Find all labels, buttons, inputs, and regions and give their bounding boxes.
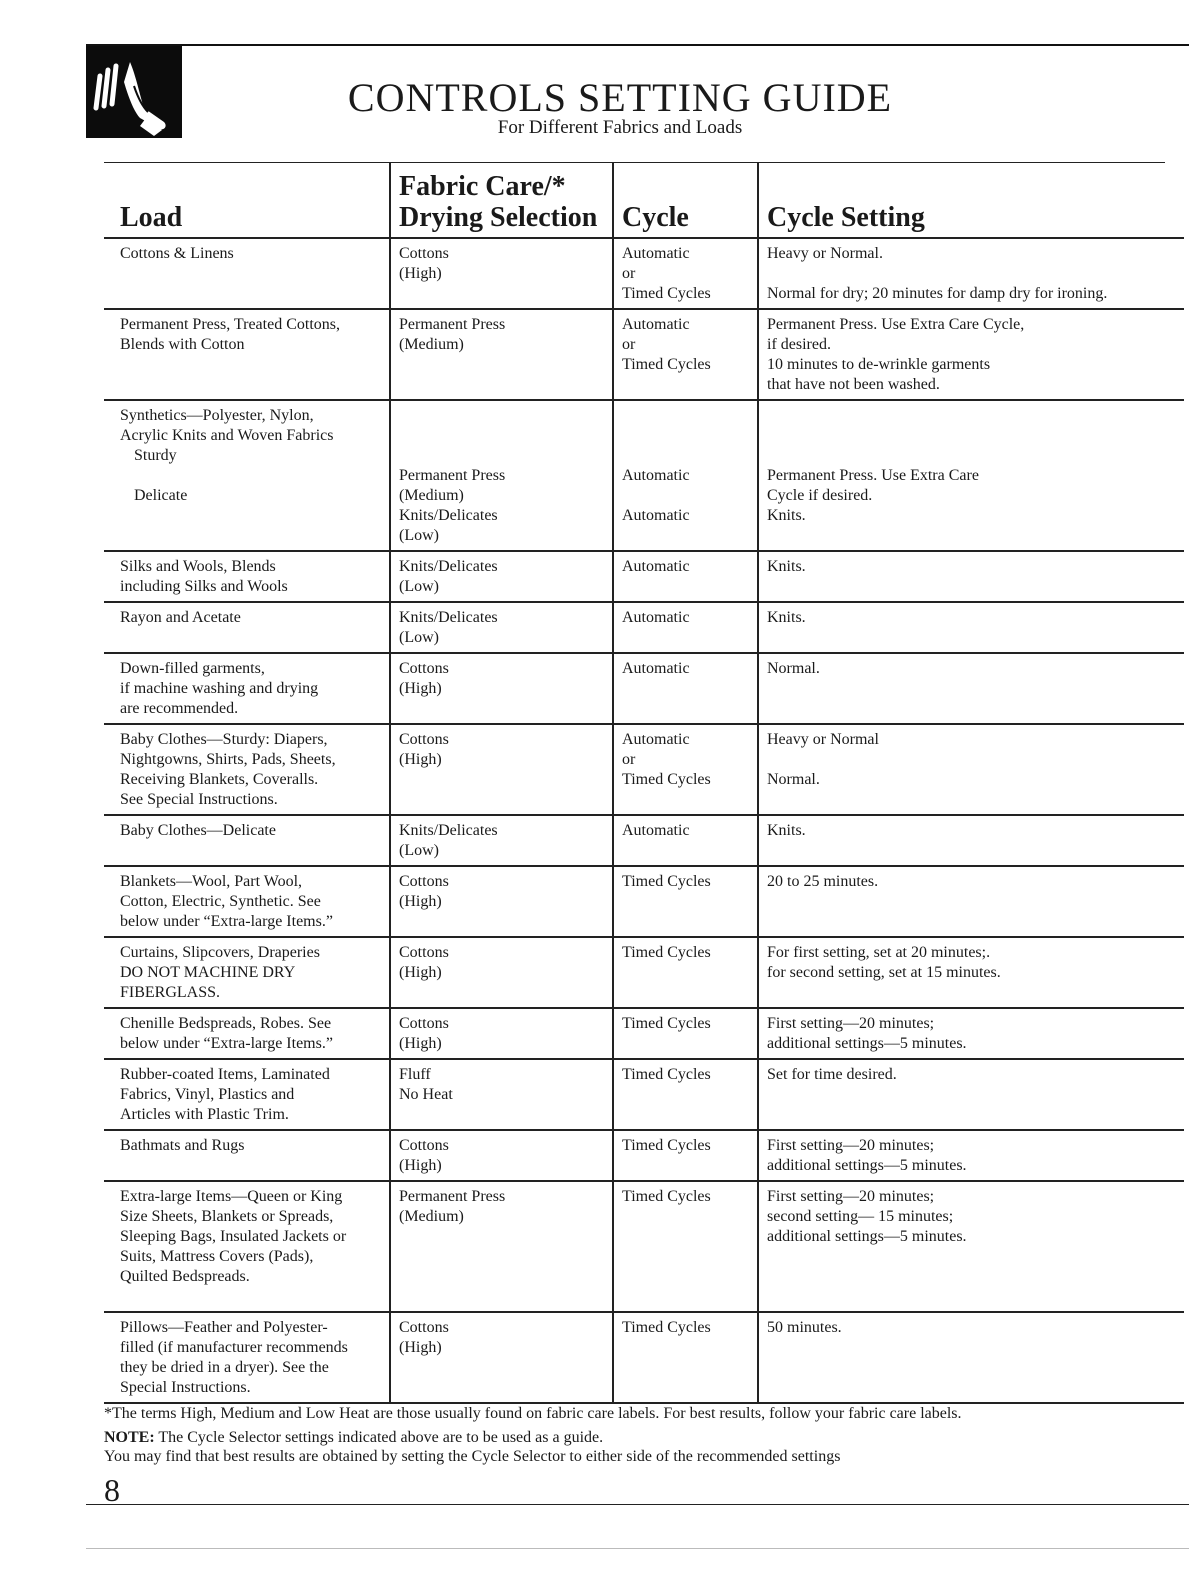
cycle-setting-cell <box>758 1059 1184 1130</box>
table-row <box>104 815 1184 866</box>
load-cell-line: Blends with Cotton <box>120 336 245 353</box>
fabric-care-cell-line: Permanent Press <box>399 1188 506 1205</box>
fabric-care-cell-line: (Medium) <box>399 1208 464 1225</box>
fabric-care-cell-line: Knits/Delicates <box>399 507 498 524</box>
load-cell-line: below under “Extra-large Items.” <box>120 913 333 930</box>
fabric-care-cell-line: Cottons <box>399 245 449 262</box>
fabric-care-cell-line: Cottons <box>399 1319 449 1336</box>
cycle-setting-cell <box>758 238 1184 309</box>
note-label: NOTE: <box>104 1429 155 1446</box>
table-body <box>104 238 1184 1403</box>
cycle-setting-cell-line <box>767 446 1184 466</box>
cycle-cell-line: Timed Cycles <box>622 285 711 302</box>
cycle-cell-line: Automatic <box>622 822 690 839</box>
table-row <box>104 1059 1184 1130</box>
cycle-setting-cell-line: Set for time desired. <box>767 1066 897 1083</box>
cycle-setting-cell-line: 10 minutes to de-wrinkle garments <box>767 356 991 373</box>
cycle-cell <box>613 724 758 815</box>
load-cell-line: Cottons & Linens <box>120 245 234 262</box>
fabric-care-cell <box>390 724 613 815</box>
cycle-setting-cell <box>758 937 1184 1008</box>
load-cell-line: Receiving Blankets, Coveralls. <box>120 771 319 788</box>
load-cell-line: Quilted Bedspreads. <box>120 1268 250 1285</box>
cycle-setting-cell-line: second setting— 15 minutes; <box>767 1208 954 1225</box>
cycle-cell-line: Automatic <box>622 467 690 484</box>
load-cell <box>104 724 390 815</box>
load-cell-line: Sturdy <box>134 447 177 464</box>
cycle-setting-cell-line: Knits. <box>767 507 806 524</box>
load-cell-line: Nightgowns, Shirts, Pads, Sheets, <box>120 751 336 768</box>
cycle-setting-cell-line: 20 to 25 minutes. <box>767 873 879 890</box>
load-cell-line: Pillows—Feather and Polyester- <box>120 1319 328 1336</box>
load-cell-line: Size Sheets, Blankets or Spreads, <box>120 1208 334 1225</box>
table-row <box>104 1130 1184 1181</box>
fabric-care-cell-line: Cottons <box>399 660 449 677</box>
cycle-setting-cell-line: additional settings—5 minutes. <box>767 1157 967 1174</box>
fabric-care-cell-line <box>399 406 612 426</box>
cycle-setting-cell-line: First setting—20 minutes; <box>767 1015 935 1032</box>
fabric-care-cell-line: (High) <box>399 964 442 981</box>
cycle-cell <box>613 551 758 602</box>
fabric-care-cell-line <box>399 426 612 446</box>
fabric-care-cell-line: (High) <box>399 1339 442 1356</box>
fabric-care-cell-line: Cottons <box>399 731 449 748</box>
note-text: The Cycle Selector settings indicated above are to be used as a guide. <box>154 1429 604 1446</box>
load-cell-line: Extra-large Items—Queen or King <box>120 1188 343 1205</box>
footnote-note-2: You may find that best results are obtained by setting the Cycle Selector to either side of the recommended settings <box>104 1448 841 1465</box>
load-cell <box>104 238 390 309</box>
cycle-cell-line: Timed Cycles <box>622 356 711 373</box>
cycle-setting-cell <box>758 866 1184 937</box>
load-cell-line: including Silks and Wools <box>120 578 288 595</box>
cycle-setting-cell-line: Normal. <box>767 660 820 677</box>
fabric-care-cell-line: (Low) <box>399 842 439 859</box>
cycle-cell <box>613 866 758 937</box>
fabric-header-line: Drying Selection <box>399 202 598 233</box>
load-cell <box>104 602 390 653</box>
table-row <box>104 1312 1184 1403</box>
table-row <box>104 551 1184 602</box>
fabric-care-cell <box>390 400 613 551</box>
cycle-cell-line <box>622 406 757 426</box>
cycle-setting-cell-line: Normal. <box>767 771 820 788</box>
fabric-care-cell-line: (High) <box>399 751 442 768</box>
load-cell-line <box>120 466 389 486</box>
cycle-cell-line: Automatic <box>622 731 690 748</box>
load-cell <box>104 1059 390 1130</box>
column-header-cycle: Cycle <box>613 163 758 238</box>
controls-setting-table <box>104 163 1184 1404</box>
cycle-cell-line: Automatic <box>622 609 690 626</box>
cycle-cell <box>613 815 758 866</box>
footnote-note <box>104 1428 1184 1448</box>
fabric-care-cell-line: Cottons <box>399 1137 449 1154</box>
cycle-cell-line: Timed Cycles <box>622 944 711 961</box>
fabric-care-cell-line: Fluff <box>399 1066 431 1083</box>
load-cell <box>104 1181 390 1312</box>
load-cell-line: Rubber-coated Items, Laminated <box>120 1066 330 1083</box>
fabric-care-cell <box>390 653 613 724</box>
fabric-care-cell-line: (High) <box>399 1035 442 1052</box>
cycle-setting-cell-line: Knits. <box>767 558 806 575</box>
fabric-care-cell <box>390 1130 613 1181</box>
load-cell-line: Curtains, Slipcovers, Draperies <box>120 944 320 961</box>
fabric-header-line: Fabric Care/* <box>399 171 566 202</box>
cycle-cell <box>613 1181 758 1312</box>
fabric-care-cell <box>390 1059 613 1130</box>
cycle-cell-line: Timed Cycles <box>622 1137 711 1154</box>
load-cell-line: FIBERGLASS. <box>120 984 221 1001</box>
table-row <box>104 1008 1184 1059</box>
cycle-setting-cell-line: 50 minutes. <box>767 1319 842 1336</box>
cycle-cell-line: Automatic <box>622 660 690 677</box>
fabric-care-cell <box>390 1181 613 1312</box>
cycle-cell-line: Timed Cycles <box>622 1015 711 1032</box>
fabric-care-cell <box>390 602 613 653</box>
fabric-care-cell-line: (High) <box>399 893 442 910</box>
cycle-cell <box>613 1130 758 1181</box>
cycle-setting-cell-line: Permanent Press. Use Extra Care Cycle, <box>767 316 1025 333</box>
cycle-setting-cell-line: Heavy or Normal <box>767 731 879 748</box>
fabric-care-cell <box>390 1312 613 1403</box>
fabric-care-cell-line: Knits/Delicates <box>399 609 498 626</box>
cycle-cell <box>613 1008 758 1059</box>
table-row <box>104 1181 1184 1312</box>
load-cell-line: Down-filled garments, <box>120 660 265 677</box>
load-cell <box>104 551 390 602</box>
bottom-rule <box>86 1504 1189 1505</box>
table-row <box>104 724 1184 815</box>
page-title: CONTROLS SETTING GUIDE <box>347 75 893 120</box>
fabric-care-cell-line: Knits/Delicates <box>399 822 498 839</box>
table-row <box>104 238 1184 309</box>
cycle-cell-line <box>622 486 757 506</box>
cycle-cell <box>613 602 758 653</box>
cycle-setting-cell-line: Heavy or Normal. <box>767 245 883 262</box>
cycle-cell-line: Timed Cycles <box>622 1319 711 1336</box>
load-cell-line: Suits, Mattress Covers (Pads), <box>120 1248 314 1265</box>
cycle-setting-cell <box>758 1008 1184 1059</box>
fabric-care-cell-line: Knits/Delicates <box>399 558 498 575</box>
column-header-cycle-setting: Cycle Setting <box>758 163 1184 238</box>
fabric-care-cell-line: No Heat <box>399 1086 453 1103</box>
cycle-cell <box>613 653 758 724</box>
cycle-setting-cell-line <box>767 264 1184 284</box>
fabric-care-cell-line: Cottons <box>399 873 449 890</box>
cycle-setting-cell-line: For first setting, set at 20 minutes;. <box>767 944 991 961</box>
cycle-cell <box>613 937 758 1008</box>
fabric-care-cell-line <box>399 446 612 466</box>
fabric-care-cell-line: Permanent Press <box>399 467 506 484</box>
load-cell-line: Synthetics—Polyester, Nylon, <box>120 407 314 424</box>
cycle-setting-cell-line: if desired. <box>767 336 831 353</box>
cycle-cell-line: Timed Cycles <box>622 873 711 890</box>
fabric-care-cell-line: (Medium) <box>399 487 464 504</box>
column-header-load: Load <box>104 163 390 238</box>
load-cell-line: See Special Instructions. <box>120 791 278 808</box>
cycle-cell <box>613 1312 758 1403</box>
load-cell-line: Blankets—Wool, Part Wool, <box>120 873 303 890</box>
cycle-cell <box>613 400 758 551</box>
cycle-setting-cell-line: Cycle if desired. <box>767 487 873 504</box>
table-row <box>104 653 1184 724</box>
load-cell-line: Acrylic Knits and Woven Fabrics <box>120 427 334 444</box>
cycle-cell-line: Automatic <box>622 558 690 575</box>
cycle-setting-cell-line: additional settings—5 minutes. <box>767 1035 967 1052</box>
load-cell-line: Delicate <box>134 487 188 504</box>
cycle-setting-cell <box>758 653 1184 724</box>
page-number: 8 <box>104 1472 120 1508</box>
fabric-care-cell-line: (Low) <box>399 578 439 595</box>
load-cell <box>104 653 390 724</box>
fabric-care-cell-line: (High) <box>399 1157 442 1174</box>
cycle-setting-cell-line: Normal for dry; 20 minutes for damp dry for ironing. <box>767 285 1108 302</box>
cycle-cell <box>613 238 758 309</box>
load-cell <box>104 1130 390 1181</box>
load-cell-line: filled (if manufacturer recommends <box>120 1339 348 1356</box>
load-cell-line: Baby Clothes—Delicate <box>120 822 276 839</box>
table-row <box>104 400 1184 551</box>
cycle-cell-line: Timed Cycles <box>622 1066 711 1083</box>
footer-faint-rule <box>86 1548 1189 1549</box>
table-row <box>104 937 1184 1008</box>
load-cell-line: DO NOT MACHINE DRY <box>120 964 296 981</box>
fabric-care-cell <box>390 1008 613 1059</box>
cycle-setting-cell <box>758 815 1184 866</box>
fabric-care-cell <box>390 238 613 309</box>
cycle-setting-cell-line: Knits. <box>767 822 806 839</box>
fabric-care-cell-line: Permanent Press <box>399 316 506 333</box>
cycle-cell-line: Timed Cycles <box>622 771 711 788</box>
cycle-setting-cell <box>758 1312 1184 1403</box>
load-cell <box>104 309 390 400</box>
cycle-cell-line: Automatic <box>622 507 690 524</box>
top-rule <box>86 44 1189 46</box>
cycle-cell <box>613 1059 758 1130</box>
cycle-setting-cell-line: additional settings—5 minutes. <box>767 1228 967 1245</box>
cycle-setting-cell <box>758 309 1184 400</box>
table-header-row <box>104 163 1184 238</box>
load-cell-line: below under “Extra-large Items.” <box>120 1035 333 1052</box>
cycle-setting-cell-line <box>767 750 1184 770</box>
fabric-care-cell-line: Cottons <box>399 1015 449 1032</box>
fabric-care-cell <box>390 309 613 400</box>
cycle-setting-cell-line: for second setting, set at 15 minutes. <box>767 964 1001 981</box>
cycle-setting-cell-line: that have not been washed. <box>767 376 940 393</box>
load-cell-line: Sleeping Bags, Insulated Jackets or <box>120 1228 347 1245</box>
fabric-care-cell-line: (Low) <box>399 629 439 646</box>
load-cell-line: Baby Clothes—Sturdy: Diapers, <box>120 731 328 748</box>
cycle-cell-line: or <box>622 751 636 768</box>
load-cell-line: Chenille Bedspreads, Robes. See <box>120 1015 332 1032</box>
fabric-care-cell-line: (High) <box>399 265 442 282</box>
load-cell <box>104 815 390 866</box>
cycle-cell-line: Automatic <box>622 316 690 333</box>
cycle-setting-cell-line: Permanent Press. Use Extra Care <box>767 467 979 484</box>
column-header-fabric-care <box>390 163 613 238</box>
load-cell-line <box>120 1287 389 1307</box>
load-cell-line: Special Instructions. <box>120 1379 251 1396</box>
fabric-care-cell-line: (Medium) <box>399 336 464 353</box>
fabric-care-cell <box>390 815 613 866</box>
load-cell <box>104 1312 390 1403</box>
cycle-setting-cell-line: First setting—20 minutes; <box>767 1188 935 1205</box>
cycle-setting-cell <box>758 1130 1184 1181</box>
load-cell-line: are recommended. <box>120 700 239 717</box>
cycle-cell <box>613 309 758 400</box>
cycle-setting-cell <box>758 602 1184 653</box>
fabric-care-cell-line: (High) <box>399 680 442 697</box>
cycle-setting-cell <box>758 724 1184 815</box>
hand-pressing-button-icon <box>86 46 182 138</box>
fabric-care-cell <box>390 551 613 602</box>
load-cell <box>104 866 390 937</box>
fabric-care-cell-line: (Low) <box>399 527 439 544</box>
cycle-setting-cell-line <box>767 426 1184 446</box>
footnote-asterisk: *The terms High, Medium and Low Heat are those usually found on fabric care labels. For best results, follow your fabric care labels. <box>104 1405 962 1422</box>
page-subtitle: For Different Fabrics and Loads <box>497 117 743 138</box>
load-cell-line: Rayon and Acetate <box>120 609 241 626</box>
load-cell-line: they be dried in a dryer). See the <box>120 1359 329 1376</box>
load-cell-line: if machine washing and drying <box>120 680 319 697</box>
cycle-setting-cell <box>758 400 1184 551</box>
cycle-cell-line: Automatic <box>622 245 690 262</box>
load-cell-line: Silks and Wools, Blends <box>120 558 276 575</box>
load-cell-line: Fabrics, Vinyl, Plastics and <box>120 1086 295 1103</box>
load-cell-line: Permanent Press, Treated Cottons, <box>120 316 340 333</box>
fabric-care-cell-line: Cottons <box>399 944 449 961</box>
load-cell <box>104 937 390 1008</box>
cycle-setting-cell-line: Knits. <box>767 609 806 626</box>
load-cell <box>104 1008 390 1059</box>
table-row <box>104 602 1184 653</box>
cycle-setting-cell <box>758 551 1184 602</box>
cycle-cell-line: or <box>622 336 636 353</box>
load-cell-line: Cotton, Electric, Synthetic. See <box>120 893 321 910</box>
cycle-cell-line: or <box>622 265 636 282</box>
table-row <box>104 866 1184 937</box>
cycle-setting-cell-line <box>767 406 1184 426</box>
cycle-cell-line <box>622 446 757 466</box>
cycle-cell-line <box>622 426 757 446</box>
table-row <box>104 309 1184 400</box>
load-cell-line: Bathmats and Rugs <box>120 1137 245 1154</box>
cycle-setting-cell <box>758 1181 1184 1312</box>
load-cell-line: Articles with Plastic Trim. <box>120 1106 289 1123</box>
fabric-care-cell <box>390 866 613 937</box>
fabric-care-cell <box>390 937 613 1008</box>
cycle-setting-cell-line: First setting—20 minutes; <box>767 1137 935 1154</box>
load-cell <box>104 400 390 551</box>
cycle-cell-line: Timed Cycles <box>622 1188 711 1205</box>
